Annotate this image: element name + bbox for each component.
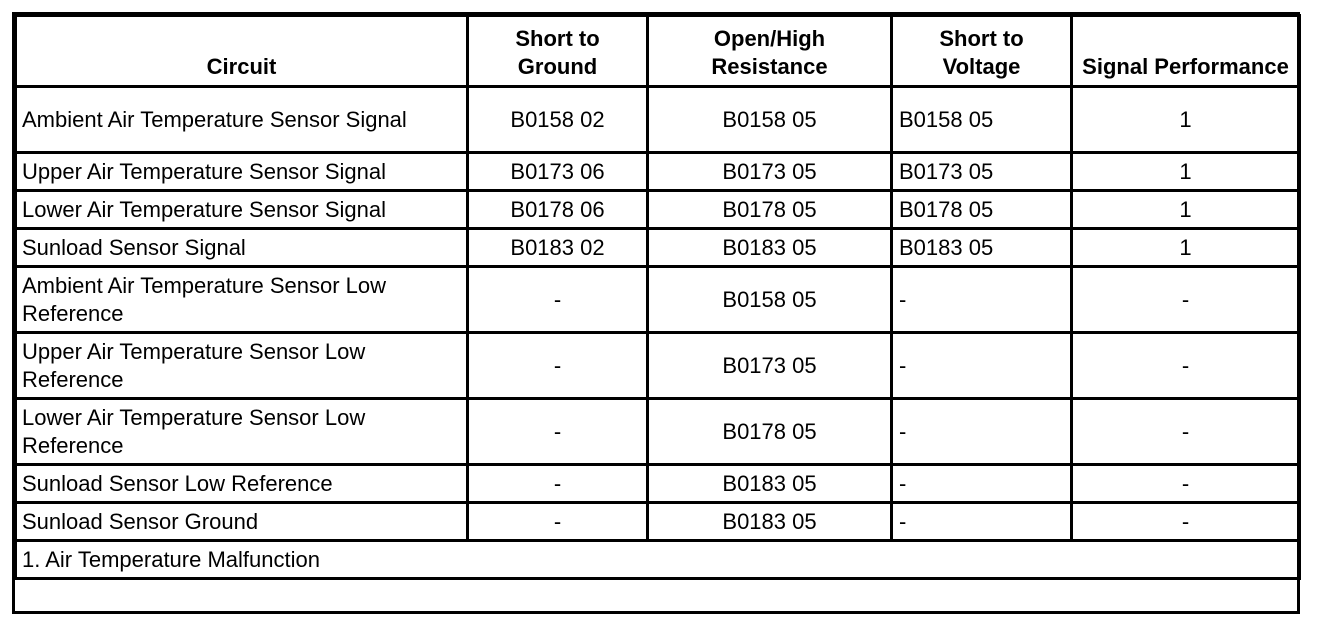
table-row bbox=[16, 191, 1300, 229]
signal-performance-cell: 1 bbox=[1072, 87, 1300, 153]
short-to-ground-cell: - bbox=[468, 465, 648, 503]
table-row bbox=[16, 465, 1300, 503]
short-to-ground-cell: B0178 06 bbox=[468, 191, 648, 229]
open-high-resistance-cell: B0178 05 bbox=[648, 399, 892, 465]
footnote: 1. Air Temperature Malfunction bbox=[16, 541, 1300, 579]
short-to-ground-cell: B0183 02 bbox=[468, 229, 648, 267]
dtc-circuit-table bbox=[14, 14, 1301, 580]
circuit-cell: Sunload Sensor Signal bbox=[16, 229, 468, 267]
circuit-cell: Ambient Air Temperature Sensor Low Reference bbox=[16, 267, 468, 333]
header-short-to-ground: Short to Ground bbox=[468, 16, 648, 87]
footnote-row bbox=[16, 541, 1300, 579]
circuit-cell: Upper Air Temperature Sensor Low Reference bbox=[16, 333, 468, 399]
table-row bbox=[16, 503, 1300, 541]
short-to-ground-cell: - bbox=[468, 333, 648, 399]
circuit-cell: Lower Air Temperature Sensor Low Reference bbox=[16, 399, 468, 465]
table-row bbox=[16, 267, 1300, 333]
short-to-voltage-cell: - bbox=[892, 267, 1072, 333]
signal-performance-cell: 1 bbox=[1072, 229, 1300, 267]
circuit-cell: Sunload Sensor Low Reference bbox=[16, 465, 468, 503]
short-to-voltage-cell: B0183 05 bbox=[892, 229, 1072, 267]
signal-performance-cell: - bbox=[1072, 267, 1300, 333]
table-row bbox=[16, 399, 1300, 465]
header-short-to-voltage: Short to Voltage bbox=[892, 16, 1072, 87]
short-to-voltage-cell: B0178 05 bbox=[892, 191, 1072, 229]
header-circuit: Circuit bbox=[16, 16, 468, 87]
header-open-high-resistance: Open/High Resistance bbox=[648, 16, 892, 87]
table-row bbox=[16, 87, 1300, 153]
open-high-resistance-cell: B0173 05 bbox=[648, 153, 892, 191]
circuit-cell: Upper Air Temperature Sensor Signal bbox=[16, 153, 468, 191]
open-high-resistance-cell: B0183 05 bbox=[648, 229, 892, 267]
short-to-voltage-cell: - bbox=[892, 399, 1072, 465]
open-high-resistance-cell: B0183 05 bbox=[648, 465, 892, 503]
signal-performance-cell: 1 bbox=[1072, 153, 1300, 191]
short-to-voltage-cell: - bbox=[892, 333, 1072, 399]
table-row bbox=[16, 229, 1300, 267]
short-to-ground-cell: - bbox=[468, 399, 648, 465]
signal-performance-cell: - bbox=[1072, 333, 1300, 399]
open-high-resistance-cell: B0158 05 bbox=[648, 87, 892, 153]
short-to-ground-cell: - bbox=[468, 267, 648, 333]
table-row bbox=[16, 153, 1300, 191]
short-to-ground-cell: - bbox=[468, 503, 648, 541]
circuit-cell: Sunload Sensor Ground bbox=[16, 503, 468, 541]
open-high-resistance-cell: B0158 05 bbox=[648, 267, 892, 333]
signal-performance-cell: - bbox=[1072, 465, 1300, 503]
signal-performance-cell: 1 bbox=[1072, 191, 1300, 229]
short-to-voltage-cell: B0173 05 bbox=[892, 153, 1072, 191]
circuit-cell: Ambient Air Temperature Sensor Signal bbox=[16, 87, 468, 153]
header-row bbox=[16, 16, 1300, 87]
open-high-resistance-cell: B0178 05 bbox=[648, 191, 892, 229]
short-to-voltage-cell: - bbox=[892, 465, 1072, 503]
header-signal-performance: Signal Performance bbox=[1072, 16, 1300, 87]
circuit-cell: Lower Air Temperature Sensor Signal bbox=[16, 191, 468, 229]
short-to-voltage-cell: - bbox=[892, 503, 1072, 541]
short-to-voltage-cell: B0158 05 bbox=[892, 87, 1072, 153]
signal-performance-cell: - bbox=[1072, 503, 1300, 541]
table-row bbox=[16, 333, 1300, 399]
signal-performance-cell: - bbox=[1072, 399, 1300, 465]
open-high-resistance-cell: B0183 05 bbox=[648, 503, 892, 541]
open-high-resistance-cell: B0173 05 bbox=[648, 333, 892, 399]
short-to-ground-cell: B0173 06 bbox=[468, 153, 648, 191]
short-to-ground-cell: B0158 02 bbox=[468, 87, 648, 153]
